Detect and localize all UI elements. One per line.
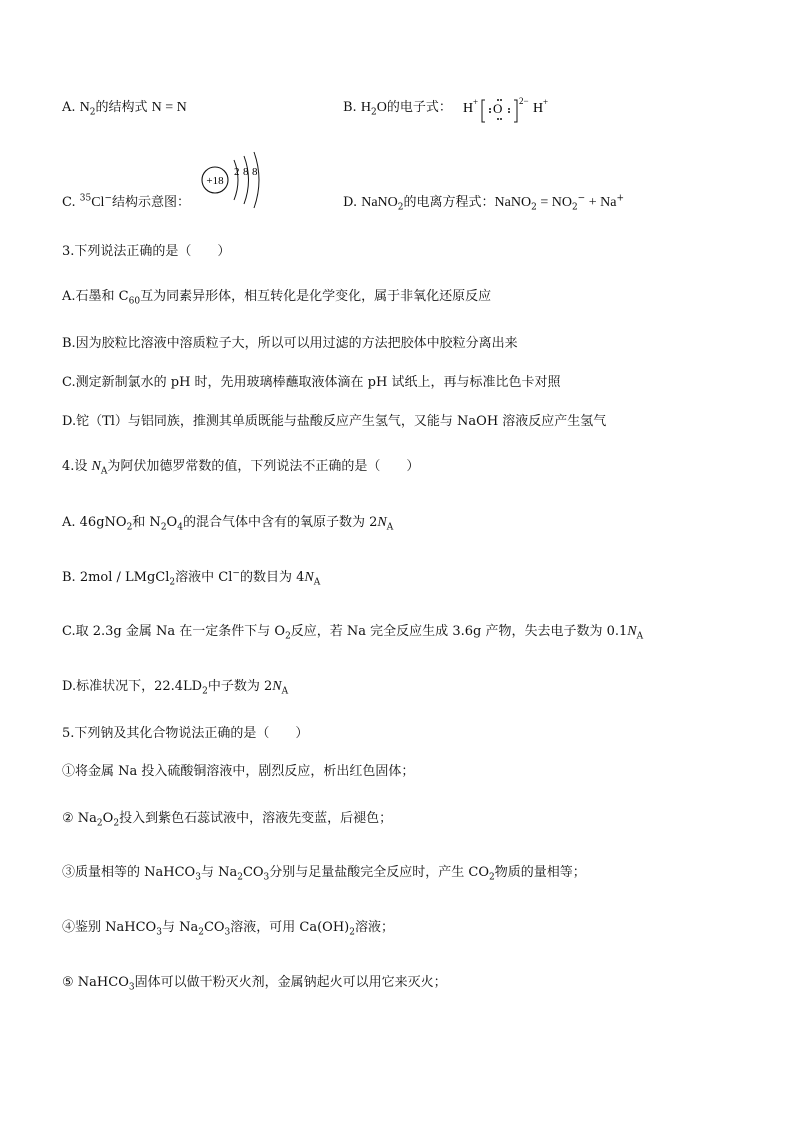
- option-3b: B.因为胶粒比溶液中溶质粒子大，所以可以用过滤的方法把胶体中胶粒分离出来: [62, 336, 518, 351]
- option-3c: C.测定新制氯水的 pH 时，先用玻璃棒蘸取液体滴在 pH 试纸上，再与标准比色卡对照: [62, 375, 561, 390]
- question-3-stem: 3.下列说法正确的是（ ）: [62, 244, 231, 259]
- bracket-right: [514, 100, 517, 122]
- option-4c: C.取 2.3g 金属 Na 在一定条件下与 $O_2$反应，若 Na 完全反应生成 3.6g 产物，失去电子数为 $0.1N_A$: [62, 624, 644, 642]
- cl-ion-structure-diagram: [200, 150, 290, 210]
- option-3a: A.石墨和 $C_{60}$互为同素异形体，相互转化是化学变化，属于非氧化还原反应: [62, 289, 492, 307]
- statement-5-3: ③质量相等的 NaHCO$_3$与 $Na_2CO_3$分别与足量盐酸完全反应时，产生 $CO_2$物质的量相等；: [62, 865, 586, 883]
- h2o-charge: 2−: [519, 96, 529, 106]
- shell-count-3: 8: [252, 166, 258, 178]
- option-3d: D.铊（Tl）与铝同族，推测其单质既能与盐酸反应产生氢气，又能与 NaOH 溶液反应产生氢气: [62, 414, 607, 429]
- shell-count-1: 2: [234, 166, 240, 178]
- h2o-electron-formula: [463, 92, 573, 126]
- option-4b: B. 2mol / LMgCl$_2$溶液中 Cl−的数目为 $4N_A$: [62, 568, 321, 588]
- statement-5-4: ④鉴别 NaHCO$_3$与 $Na_2CO_3$溶液，可用 $Ca(OH)_2$溶液；: [62, 920, 394, 938]
- h2o-h-left: H: [463, 101, 474, 116]
- question-5-stem: 5.下列钠及其化合物说法正确的是（ ）: [62, 726, 309, 741]
- option-4a: A. 46gNO$_2$和 $N_2O_4$的混合气体中含有的氧原子数为 $2N_A$: [62, 515, 394, 533]
- option-2c: C. $^{35}$Cl−结构示意图：: [62, 193, 190, 210]
- h2o-h-left-charge: +: [473, 97, 479, 107]
- option-2b: B. $H_2O$的电子式：: [343, 100, 452, 118]
- question-4-stem: 4.设 $N_A$为阿伏加德罗常数的值，下列说法不正确的是（ ）: [62, 459, 420, 477]
- nucleus-charge: +18: [206, 175, 224, 187]
- statement-5-2: ② $Na_2O_2$投入到紫色石蕊试液中，溶液先变蓝，后褪色；: [62, 811, 393, 829]
- h2o-h-right: H: [533, 101, 544, 116]
- option-2a: A. $N_2$的结构式 N = N: [62, 100, 187, 118]
- statement-5-1: ①将金属 Na 投入硫酸铜溶液中，剧烈反应，析出红色固体；: [62, 764, 415, 779]
- statement-5-5: ⑤ NaHCO$_3$固体可以做干粉灭火剂，金属钠起火可以用它来灭火；: [62, 975, 447, 993]
- shell-arc-2: [244, 156, 249, 204]
- shell-count-2: 8: [243, 166, 249, 178]
- bracket-left: [482, 100, 485, 122]
- shell-arc-3: [254, 152, 259, 208]
- option-4d: D.标准状况下，$22.4LD_2$中子数为 $2N_A$: [62, 679, 289, 697]
- h2o-h-right-charge: +: [543, 97, 549, 107]
- h2o-o: O: [493, 101, 503, 116]
- option-2d: D. NaNO$_2$的电离方程式：NaNO$_2$ = $NO_2^- + Na^+$: [343, 193, 624, 213]
